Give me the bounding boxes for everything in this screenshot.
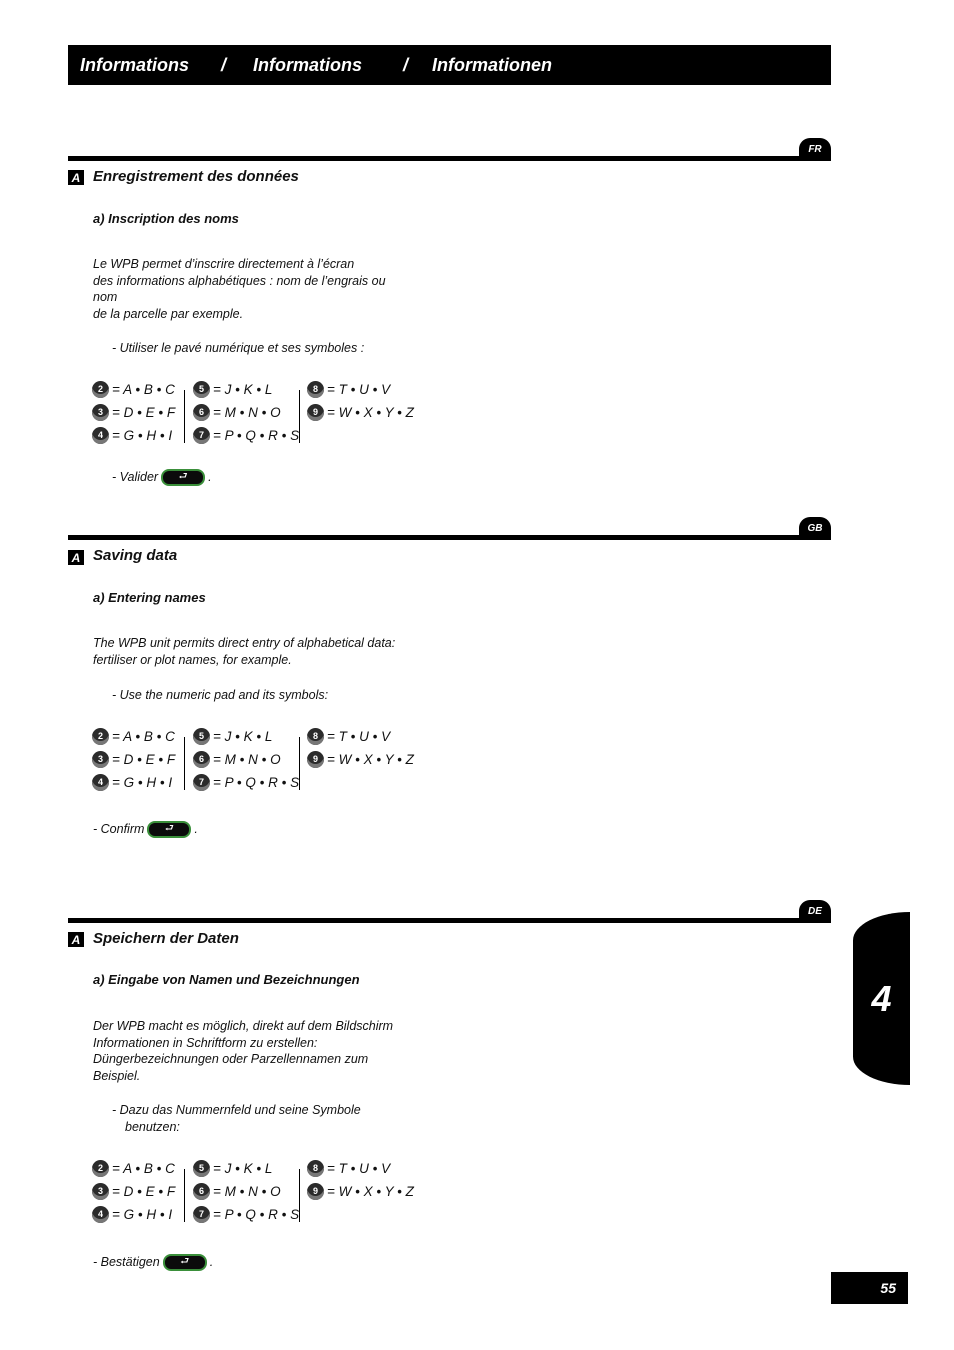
key-8-icon: 8 xyxy=(307,381,324,398)
subsection-title: a) Eingabe von Namen und Bezeichnungen xyxy=(93,972,360,987)
enter-arrow-icon: ⮐ xyxy=(161,469,205,486)
section-title: Saving data xyxy=(93,547,178,564)
keypad-legend xyxy=(92,1159,422,1229)
key-4-icon: 4 xyxy=(92,1206,109,1223)
key-5-icon: 5 xyxy=(193,381,210,398)
key-7-icon: 7 xyxy=(193,427,210,444)
key-2-icon: 2 xyxy=(92,728,109,745)
key-7-icon: 7 xyxy=(193,1206,210,1223)
key-3-legend: 3 = D • E • F xyxy=(92,750,175,768)
header-title-de: Informationen xyxy=(432,54,552,75)
key-5-icon: 5 xyxy=(193,728,210,745)
key-2-legend: 2 = A • B • C xyxy=(92,727,175,745)
page-header xyxy=(68,45,831,85)
key-4-icon: 4 xyxy=(92,774,109,791)
key-8-legend: 8 = T • U • V xyxy=(307,727,390,745)
key-8-legend: 8 = T • U • V xyxy=(307,380,390,398)
key-6-legend: 6 = M • N • O xyxy=(193,1182,281,1200)
step-confirm: - Bestätigen ⮐ . xyxy=(93,1254,213,1271)
key-7-icon: 7 xyxy=(193,774,210,791)
key-9-legend: 9 = W • X • Y • Z xyxy=(307,1182,414,1200)
chapter-tab: 4 xyxy=(853,912,910,1085)
key-6-icon: 6 xyxy=(193,751,210,768)
section-rule xyxy=(68,535,831,540)
column-divider xyxy=(184,390,185,443)
step-confirm: - Valider ⮐ . xyxy=(112,469,212,486)
key-6-legend: 6 = M • N • O xyxy=(193,750,281,768)
section-paragraph: The WPB unit permits direct entry of alphabetical data: fertiliser or plot names, for example. xyxy=(93,636,396,667)
key-7-legend: 7 = P • Q • R • S xyxy=(193,1205,299,1223)
key-7-legend: 7 = P • Q • R • S xyxy=(193,773,299,791)
key-9-icon: 9 xyxy=(307,1183,324,1200)
key-3-icon: 3 xyxy=(92,404,109,421)
step-use-keypad: - Dazu das Nummernfeld und seine Symbole benutzen: xyxy=(112,1103,361,1134)
page-number: 55 xyxy=(831,1272,908,1304)
section-paragraph: Der WPB macht es möglich, direkt auf dem Bildschirm Informationen in Schriftform zu erstellen: Düngerbezeichnungen oder Parzellennamen zum Beispiel. xyxy=(93,1019,394,1083)
key-8-icon: 8 xyxy=(307,728,324,745)
key-3-legend: 3 = D • E • F xyxy=(92,1182,175,1200)
key-6-legend: 6 = M • N • O xyxy=(193,403,281,421)
key-8-icon: 8 xyxy=(307,1160,324,1177)
step-use-keypad: - Utiliser le pavé numérique et ses symboles : xyxy=(112,341,365,355)
header-title-gb: Informations xyxy=(253,54,363,75)
keypad-legend xyxy=(92,380,422,450)
key-2-icon: 2 xyxy=(92,1160,109,1177)
enter-arrow-icon: ⮐ xyxy=(163,1254,207,1271)
key-5-legend: 5 = J • K • L xyxy=(193,1159,272,1177)
column-divider xyxy=(299,1169,300,1222)
key-7-legend: 7 = P • Q • R • S xyxy=(193,426,299,444)
key-2-legend: 2 = A • B • C xyxy=(92,380,175,398)
keypad-legend xyxy=(92,727,422,797)
section-letter-box: A xyxy=(68,932,84,947)
section-title: Speichern der Daten xyxy=(93,930,239,947)
section-rule xyxy=(68,156,831,161)
step-use-keypad: - Use the numeric pad and its symbols: xyxy=(112,688,329,702)
key-4-legend: 4 = G • H • I xyxy=(92,426,172,444)
key-4-legend: 4 = G • H • I xyxy=(92,1205,172,1223)
key-8-legend: 8 = T • U • V xyxy=(307,1159,390,1177)
section-title: Enregistrement des données xyxy=(93,168,299,185)
subsection-title: a) Entering names xyxy=(93,590,206,605)
enter-arrow-icon: ⮐ xyxy=(147,821,191,838)
key-5-legend: 5 = J • K • L xyxy=(193,727,272,745)
key-6-icon: 6 xyxy=(193,1183,210,1200)
key-9-legend: 9 = W • X • Y • Z xyxy=(307,403,414,421)
key-9-icon: 9 xyxy=(307,404,324,421)
column-divider xyxy=(184,737,185,790)
step-confirm: - Confirm ⮐ . xyxy=(93,821,198,838)
key-5-legend: 5 = J • K • L xyxy=(193,380,272,398)
section-rule xyxy=(68,918,831,923)
header-title-fr: Informations xyxy=(80,54,190,75)
key-4-legend: 4 = G • H • I xyxy=(92,773,172,791)
lang-badge-fr: FR xyxy=(799,138,831,160)
key-4-icon: 4 xyxy=(92,427,109,444)
column-divider xyxy=(299,390,300,443)
key-5-icon: 5 xyxy=(193,1160,210,1177)
key-2-icon: 2 xyxy=(92,381,109,398)
lang-badge-gb: GB xyxy=(799,517,831,539)
key-3-legend: 3 = D • E • F xyxy=(92,403,175,421)
key-9-icon: 9 xyxy=(307,751,324,768)
key-6-icon: 6 xyxy=(193,404,210,421)
section-paragraph: Le WPB permet d’inscrire directement à l’écran des informations alphabétiques : nom de l’engrais ou nom de la parcelle par exemple. xyxy=(93,257,386,321)
header-separator: / xyxy=(221,54,227,75)
key-3-icon: 3 xyxy=(92,1183,109,1200)
column-divider xyxy=(184,1169,185,1222)
section-letter-box: A xyxy=(68,550,84,565)
key-9-legend: 9 = W • X • Y • Z xyxy=(307,750,414,768)
column-divider xyxy=(299,737,300,790)
key-3-icon: 3 xyxy=(92,751,109,768)
key-2-legend: 2 = A • B • C xyxy=(92,1159,175,1177)
subsection-title: a) Inscription des noms xyxy=(93,211,239,226)
lang-badge-de: DE xyxy=(799,900,831,922)
header-separator: / xyxy=(403,54,409,75)
section-letter-box: A xyxy=(68,170,84,185)
